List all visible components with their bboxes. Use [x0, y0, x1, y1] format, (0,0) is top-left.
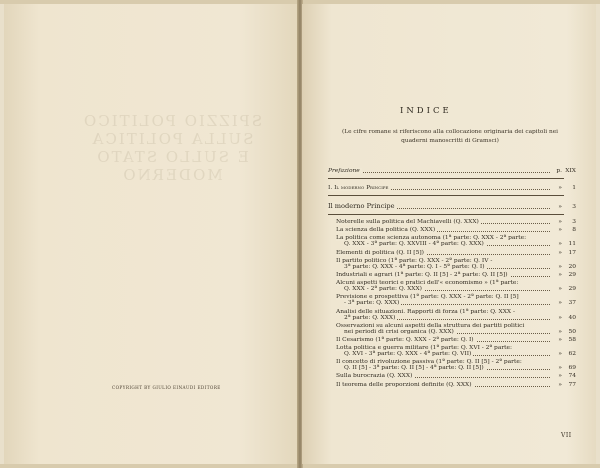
page-number: VII [561, 432, 572, 439]
toc-entry[interactable] [328, 359, 576, 371]
toc-entry-line [344, 286, 576, 292]
toc-entry-line [336, 373, 576, 379]
toc-entry[interactable] [328, 382, 576, 388]
toc-entry[interactable] [328, 219, 576, 225]
toc-label: I. Il moderno Principe [328, 185, 389, 191]
toc-entry-text: Sulla burocrazia (Q. XXX) [336, 373, 413, 380]
toc-prefix: » [558, 204, 562, 210]
toc-prefix: » [558, 373, 562, 380]
toc-prefix: » [558, 227, 562, 234]
toc-prefix: » [558, 286, 562, 293]
toc-page: 40 [568, 314, 576, 321]
toc-label: Il moderno Principe [328, 202, 395, 210]
toc-prefix: » [558, 314, 562, 321]
table-of-contents [328, 168, 576, 390]
toc-entry-line [344, 315, 576, 321]
toc-entry[interactable] [328, 373, 576, 379]
toc-page: XIX [565, 168, 576, 174]
toc-prefix: » [558, 241, 562, 248]
toc-entry-text: Alcuni aspetti teorici e pratici dell'« economismo » (1ª parte: [336, 280, 519, 287]
toc-prefix: » [558, 219, 562, 225]
index-title: INDICE [400, 106, 452, 116]
toc-page: 20 [568, 263, 576, 270]
show-through-text [62, 112, 282, 184]
toc-entry[interactable] [328, 235, 576, 247]
toc-entry-line [336, 272, 576, 278]
toc-prefix: » [558, 336, 562, 343]
toc-prefix: » [558, 271, 562, 278]
toc-prefix: » [558, 351, 562, 358]
toc-label: Prefazione [328, 168, 360, 174]
toc-entry-line [344, 241, 576, 247]
toc-entry-text: La politica come scienza autonoma (1ª parte: Q. XXX - 2ª parte: [336, 235, 527, 242]
toc-entry[interactable] [328, 323, 576, 335]
toc-entry[interactable] [328, 337, 576, 343]
toc-entry-text: - 3ª parte: Q. XXX) [344, 300, 400, 307]
toc-page: 77 [568, 381, 576, 388]
toc-entry-line [344, 329, 576, 335]
ghost-line: SULLA POLITICA [90, 130, 254, 148]
toc-entry-text: Previsione e prospettiva (1ª parte: Q. XXX - 2ª parte: Q. II [5] [336, 294, 519, 301]
toc-entry-text: Industriali e agrari (1ª parte: Q. II [5] - 2ª parte: Q. II [5]) [336, 271, 508, 278]
toc-prefix: » [558, 185, 562, 191]
divider [328, 214, 564, 215]
toc-entry-text: Osservazioni su alcuni aspetti della struttura dei partiti politici [336, 322, 525, 329]
toc-page: 62 [568, 351, 576, 358]
toc-entry-text: Il Cesarismo (1ª parte: Q. XXX - 2ª parte: Q. I) [336, 336, 474, 343]
toc-page: 1 [572, 185, 576, 191]
toc-entry-text: Il partito politico (1ª parte: Q. XXX - 2ª parte: Q. IV - [336, 257, 493, 264]
toc-entry[interactable] [328, 272, 576, 278]
toc-page: 29 [568, 271, 576, 278]
toc-entry-text: Q. XXX - 2ª parte: Q. XXX) [344, 286, 422, 293]
toc-prefix: » [558, 249, 562, 256]
toc-entry[interactable] [328, 345, 576, 357]
toc-entry-text: Analisi delle situazioni. Rapporti di forza (1ª parte: Q. XXX - [336, 308, 515, 315]
toc-entry-text: La scienza della politica (Q. XXX) [336, 227, 436, 234]
toc-page: 50 [568, 328, 576, 335]
toc-entry-line [336, 227, 576, 233]
toc-entry-line [344, 351, 576, 357]
toc-entry-text: Il concetto di rivoluzione passiva (1ª parte: Q. II [5] - 2ª parte: [336, 359, 522, 366]
toc-entry-text: 3ª parte: Q. XXX - 4ª parte: Q. I - 5ª parte: Q. I) [344, 263, 485, 270]
toc-row-part-1[interactable] [328, 185, 576, 191]
toc-entry-line [336, 219, 576, 225]
toc-entry-line [336, 382, 576, 388]
toc-prefix: » [558, 365, 562, 372]
toc-entry-text: Lotta politica e guerra militare (1ª parte: Q. XVI - 2ª parte: [336, 345, 512, 352]
toc-page: 58 [568, 336, 576, 343]
toc-page: 37 [568, 300, 576, 307]
divider [328, 195, 564, 196]
toc-entry[interactable] [328, 258, 576, 270]
toc-entry-line [336, 337, 576, 343]
toc-entry-text: Noterelle sulla politica del Machiavelli (Q. XXX) [336, 219, 479, 225]
toc-row-section[interactable] [328, 202, 576, 210]
toc-entry[interactable] [328, 294, 576, 306]
toc-page: 3 [572, 219, 576, 225]
toc-entry-line [344, 300, 576, 306]
toc-entry-text: Q. II [5] - 3ª parte: Q. II [5] - 4ª parte: Q. II [5]) [344, 365, 484, 372]
toc-entry-text: Elementi di politica (Q. II [5]) [336, 249, 424, 256]
ghost-line: E SULLO STATO MODERNO [95, 148, 249, 184]
toc-page: 29 [568, 286, 576, 293]
toc-entries [328, 219, 576, 388]
toc-page: 74 [568, 373, 576, 380]
toc-row-prefazione[interactable] [328, 168, 576, 174]
toc-page: 69 [568, 365, 576, 372]
toc-page: 8 [572, 227, 576, 234]
left-page [4, 4, 298, 464]
toc-entry-line [344, 365, 576, 371]
toc-prefix: » [558, 300, 562, 307]
toc-entry[interactable] [328, 280, 576, 292]
index-note: (Le cifre romane si riferiscono alla collocazione originaria dei capitoli nei quaderni manoscritti di Gramsci) [342, 129, 558, 144]
toc-entry[interactable] [328, 227, 576, 233]
toc-prefix: p. [556, 168, 562, 174]
toc-prefix: » [558, 328, 562, 335]
ghost-line: SPIZZIO POLITICO [81, 112, 263, 130]
toc-entry-text: Q. XXX - 3ª parte: Q. XXVIII - 4ª parte: Q. XXX) [344, 241, 484, 248]
toc-entry-text: 2ª parte: Q. XXX) [344, 314, 396, 321]
copyright-line: COPYRIGHT BY GIULIO EINAUDI EDITORE [112, 385, 221, 390]
toc-entry-line [344, 264, 576, 270]
toc-page: 3 [572, 204, 576, 210]
toc-entry[interactable] [328, 250, 576, 256]
toc-entry-line [336, 250, 576, 256]
divider [328, 178, 564, 179]
toc-entry[interactable] [328, 309, 576, 321]
toc-prefix: » [558, 381, 562, 388]
toc-entry-text: Q. XVI - 3ª parte: Q. XXX - 4ª parte: Q. VII) [344, 351, 472, 358]
toc-page: 11 [568, 241, 576, 248]
toc-entry-text: nei periodi di crisi organica (Q. XXX) [344, 328, 454, 335]
toc-entry-text: Il teorema delle proporzioni definite (Q. XXX) [336, 381, 472, 388]
toc-prefix: » [558, 263, 562, 270]
toc-page: 17 [568, 249, 576, 256]
